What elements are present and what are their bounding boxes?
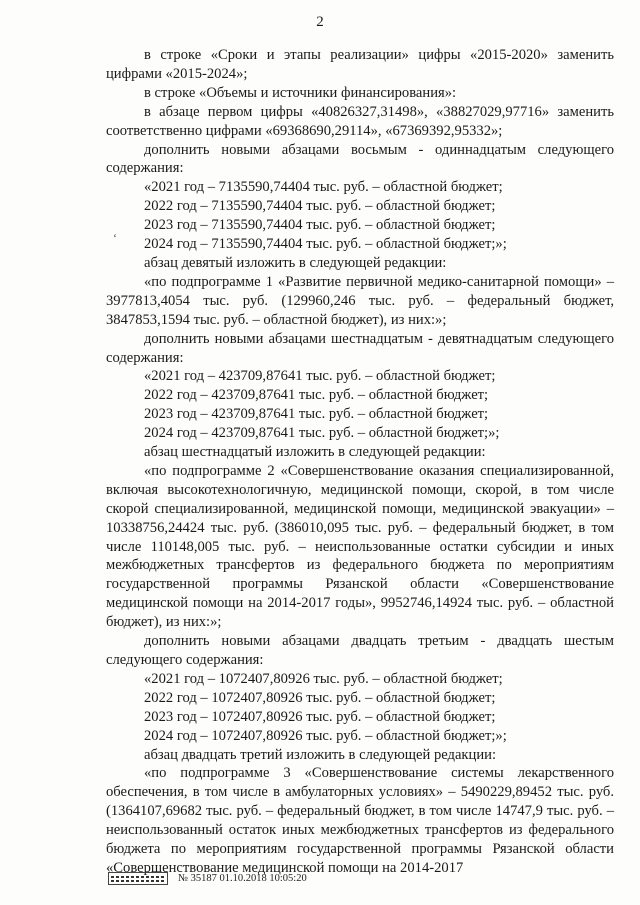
- paragraph: в абзаце первом цифры «40826327,31498», «38827029,97716» заменить соответственно цифрами «69368690,29114», «67369392,95332»;: [106, 103, 614, 139]
- paragraph: «2021 год – 1072407,80926 тыс. руб. – областной бюджет;: [144, 670, 503, 687]
- paragraph: «по подпрограмме 2 «Совершенствование оказания специализированной, включая высокотехнологичную, медицинской помощи, скорой, в том числе скорой специализированной, медицинской помощи, медицинской эвакуации» – 10338756,24424 тыс. руб. (386010,095 тыс. руб. – федеральный бюджет, в том числе 110148,005 тыс. руб. – неиспользованные остатки субсидии и иных межбюджетных трансфертов из федерального бюджета по мероприятиям государственной программы Рязанской области «Совершенствование медицинской помощи на 2014-2017 годы», 9952746,14924 тыс. руб. – областной бюджет), из них:»;: [106, 462, 614, 631]
- paragraph: «по подпрограмме 3 «Совершенствование системы лекарственного обеспечения, в том числе в амбулаторных условиях» – 5490229,89452 тыс. руб. (1364107,69682 тыс. руб. – федеральный бюджет, в том числе 14747,9 тыс. руб. – неиспользованный остаток иных межбюджетных трансфертов из федерального бюджета по мероприятиям государственной программы Рязанской области «Совершенствование медицинской помощи на 2014-2017: [106, 765, 614, 876]
- paragraph: 2022 год – 1072407,80926 тыс. руб. – областной бюджет;: [144, 689, 496, 706]
- paragraph: «2021 год – 423709,87641 тыс. руб. – областной бюджет;: [144, 368, 496, 385]
- paragraph: абзац девятый изложить в следующей редакции:: [144, 254, 447, 271]
- registration-number: № 35187 01.10.2018 10:05:20: [178, 873, 307, 884]
- paragraph: 2024 год – 1072407,80926 тыс. руб. – областной бюджет;»;: [144, 727, 507, 744]
- paragraph: 2023 год – 7135590,74404 тыс. руб. – областной бюджет;: [144, 217, 496, 234]
- paragraph: «2021 год – 7135590,74404 тыс. руб. – областной бюджет;: [144, 179, 503, 196]
- paragraph: 2024 год – 423709,87641 тыс. руб. – областной бюджет;»;: [144, 425, 500, 442]
- paragraph: абзац двадцать третий изложить в следующей редакции:: [144, 746, 497, 763]
- paragraph: в строке «Сроки и этапы реализации» цифры «2015-2020» заменить цифрами «2015-2024»;: [106, 47, 614, 82]
- document-body: [106, 46, 614, 878]
- page-number: 2: [316, 14, 324, 30]
- paragraph: 2024 год – 7135590,74404 тыс. руб. – областной бюджет;»;: [144, 236, 507, 253]
- paragraph: 2022 год – 7135590,74404 тыс. руб. – областной бюджет;: [144, 198, 496, 215]
- margin-mark-icon: ‘: [113, 231, 117, 245]
- paragraph: «по подпрограмме 1 «Развитие первичной медико-санитарной помощи» – 3977813,4054 тыс. руб. (129960,246 тыс. руб. – федеральный бюджет, 3847853,1594 тыс. руб. – областной бюджет), из них:»;: [106, 273, 614, 328]
- paragraph: абзац шестнадцатый изложить в следующей редакции:: [144, 444, 486, 461]
- paragraph: 2023 год – 1072407,80926 тыс. руб. – областной бюджет;: [144, 708, 496, 725]
- paragraph: дополнить новыми абзацами восьмым - одиннадцатым следующего содержания:: [106, 141, 614, 177]
- barcode-stamp-icon: [108, 872, 168, 885]
- paragraph: дополнить новыми абзацами двадцать третьим - двадцать шестым следующего содержания:: [106, 633, 614, 668]
- paragraph: в строке «Объемы и источники финансирования»:: [144, 84, 457, 101]
- paragraph: 2022 год – 423709,87641 тыс. руб. – областной бюджет;: [144, 387, 489, 404]
- paragraph: дополнить новыми абзацами шестнадцатым - девятнадцатым следующего содержания:: [106, 330, 614, 366]
- paragraph: 2023 год – 423709,87641 тыс. руб. – областной бюджет;: [144, 406, 489, 423]
- footer: [108, 872, 307, 885]
